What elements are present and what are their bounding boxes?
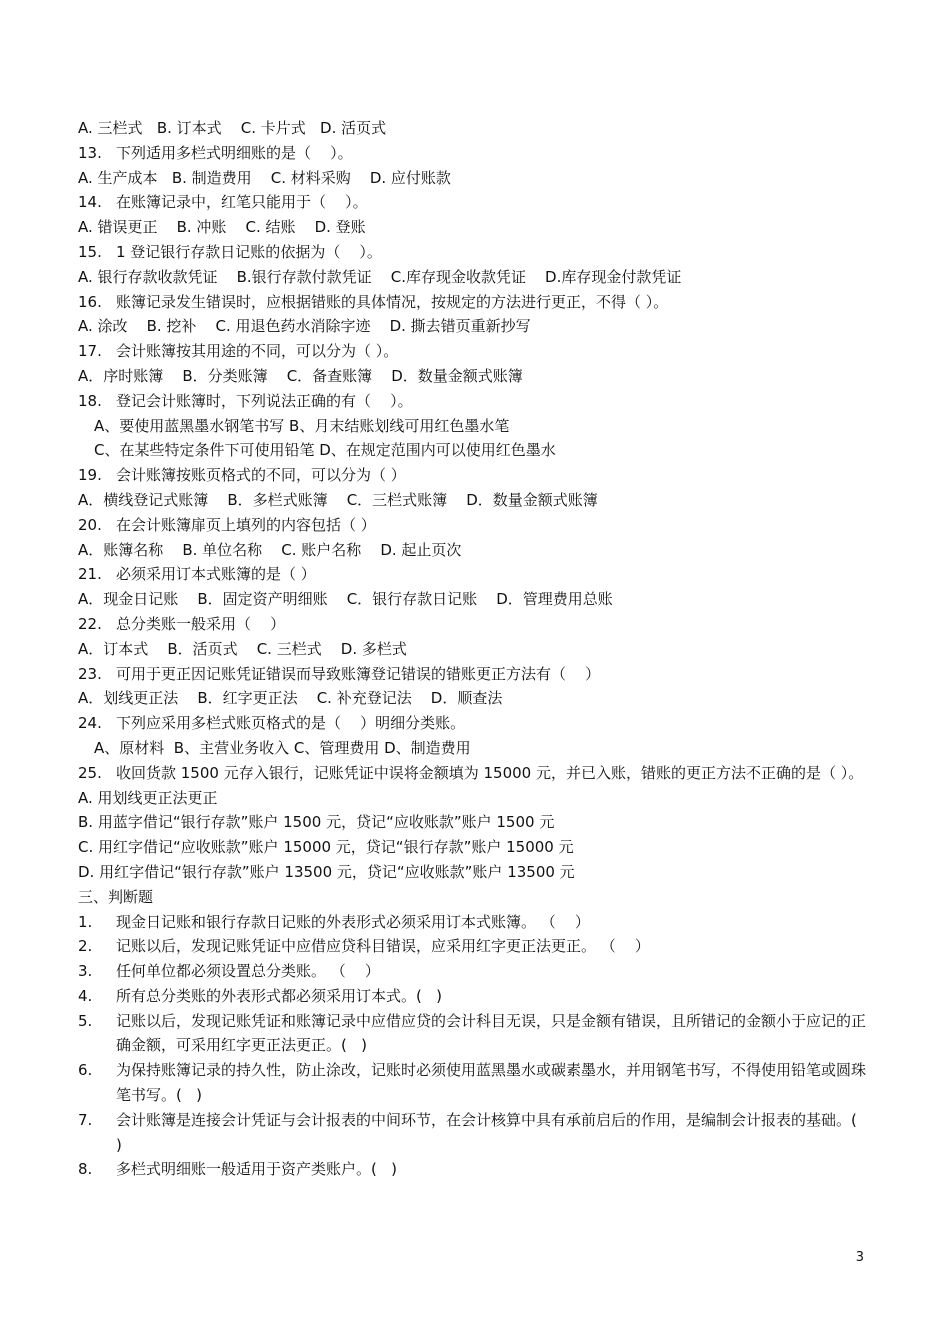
question-number: 4. xyxy=(78,986,93,1005)
option-line: A. 生产成本 B. 制造费用 C. 材料采购 D. 应付账款 xyxy=(78,168,451,187)
option-line: A．划线更正法 B．红字更正法 C. 补充登记法 D．顺查法 xyxy=(78,689,503,708)
question-number: 23. xyxy=(78,664,102,683)
question-number: 21. xyxy=(78,565,102,584)
question-item xyxy=(78,934,868,959)
question-number: 8. xyxy=(78,1160,93,1179)
question-text: 会计账簿按账页格式的不同，可以分为（ ） xyxy=(116,466,406,485)
question-number: 24. xyxy=(78,714,102,733)
question-item xyxy=(78,1058,868,1108)
question-number: 20. xyxy=(78,515,102,534)
question-number: 5. xyxy=(78,1011,93,1030)
question-number: 22. xyxy=(78,614,102,633)
question-item xyxy=(78,910,868,935)
question-text: 必须采用订本式账簿的是（ ） xyxy=(116,565,316,584)
option-line: A、原材料 B、主营业务收入 C、管理费用 D、制造费用 xyxy=(94,738,471,757)
option-line: A．横线登记式账簿 B．多栏式账簿 C．三栏式账簿 D．数量金额式账簿 xyxy=(78,490,598,509)
question-item xyxy=(78,612,868,637)
question-number: 1. xyxy=(78,912,93,931)
question-text: 记账以后，发现记账凭证和账簿记录中应借应贷的会计科目无误，只是金额有错误，且所错记的金额小于应记的正确金额，可采用红字更正法更正。( ) xyxy=(116,1011,867,1055)
question-item xyxy=(78,1108,872,1158)
question-item xyxy=(78,984,868,1009)
section-heading: 三、判断题 xyxy=(78,887,154,906)
option-line: A．订本式 B．活页式 C. 三栏式 D. 多栏式 xyxy=(78,639,407,658)
page-content xyxy=(78,116,872,1182)
question-item xyxy=(78,562,868,587)
question-number: 3. xyxy=(78,962,93,981)
question-text: 记账以后，发现记账凭证中应借应贷科目错误，应采用红字更正法更正。 （ ） xyxy=(116,937,650,956)
option-line: A. 银行存款收款凭证 B.银行存款付款凭证 C.库存现金收款凭证 D.库存现金付款凭证 xyxy=(78,267,682,286)
question-number: 2. xyxy=(78,937,93,956)
question-text: 会计账簿是连接会计凭证与会计报表的中间环节，在会计核算中具有承前启后的作用，是编制会计报表的基础。( ) xyxy=(116,1110,872,1154)
option-line: A. 三栏式 B. 订本式 C. 卡片式 D. 活页式 xyxy=(78,119,387,137)
question-number: 7. xyxy=(78,1110,93,1129)
question-text: 账簿记录发生错误时，应根据错账的具体情况，按规定的方法进行更正，不得（ ）。 xyxy=(116,292,669,311)
question-number: 13. xyxy=(78,143,102,162)
page-number: 3 xyxy=(855,1250,864,1265)
option-line: D. 用红字借记“银行存款”账户 13500 元，贷记“应收账款”账户 13500 元 xyxy=(78,862,575,881)
question-text: 可用于更正因记账凭证错误而导致账簿登记错误的错账更正方法有（ ） xyxy=(116,664,601,683)
option-line: A．账簿名称 B. 单位名称 C. 账户名称 D. 起止页次 xyxy=(78,540,462,559)
option-line: B. 用蓝字借记“银行存款”账户 1500 元，贷记“应收账款”账户 1500 元 xyxy=(78,813,555,832)
question-item xyxy=(78,1157,868,1182)
question-text: 在账簿记录中，红笔只能用于（ ）。 xyxy=(116,193,368,212)
question-text: 总分类账一般采用（ ） xyxy=(116,614,286,633)
question-item xyxy=(78,240,868,265)
question-text: 多栏式明细账一般适用于资产类账户。( ) xyxy=(116,1160,398,1179)
question-text: 会计账簿按其用途的不同，可以分为（ ）。 xyxy=(116,342,399,361)
question-text: 登记会计账簿时，下列说法正确的有（ ）。 xyxy=(116,391,413,410)
question-item xyxy=(78,190,868,215)
question-text: 1 登记银行存款日记账的依据为（ ）。 xyxy=(116,242,382,261)
question-text: 下列应采用多栏式账页格式的是（ ）明细分类账。 xyxy=(116,714,466,733)
question-number: 17. xyxy=(78,342,102,361)
option-line: A．现金日记账 B．固定资产明细账 C．银行存款日记账 D．管理费用总账 xyxy=(78,590,613,609)
question-item xyxy=(78,141,868,166)
question-number: 19. xyxy=(78,466,102,485)
option-line: A. 错误更正 B. 冲账 C. 结账 D. 登账 xyxy=(78,218,366,237)
question-text: 现金日记账和银行存款日记账的外表形式必须采用订本式账簿。 （ ） xyxy=(116,912,590,931)
question-number: 25. xyxy=(78,763,102,782)
option-line: A. 用划线更正法更正 xyxy=(78,788,218,807)
question-text: 所有总分类账的外表形式都必须采用订本式。( ) xyxy=(116,986,443,1005)
question-number: 15. xyxy=(78,242,102,261)
question-text: 为保持账簿记录的持久性，防止涂改，记账时必须使用蓝黑墨水或碳素墨水，并用钢笔书写，不得使用铅笔或圆珠笔书写。( ) xyxy=(116,1061,867,1105)
option-line: C、在某些特定条件下可使用铅笔 D、在规定范围内可以使用红色墨水 xyxy=(94,441,556,460)
question-number: 16. xyxy=(78,292,102,311)
option-line: A、要使用蓝黑墨水钢笔书写 B、月末结账划线可用红色墨水笔 xyxy=(94,416,510,435)
question-item xyxy=(78,1009,868,1059)
question-number: 18. xyxy=(78,391,102,410)
question-item xyxy=(78,389,868,414)
question-item xyxy=(78,463,868,488)
option-line: A．序时账簿 B．分类账簿 C．备查账簿 D．数量金额式账簿 xyxy=(78,366,523,385)
question-item xyxy=(78,761,868,786)
question-item xyxy=(78,339,868,364)
question-item xyxy=(78,290,868,315)
question-text: 任何单位都必须设置总分类账。 （ ） xyxy=(116,962,380,981)
question-number: 6. xyxy=(78,1061,93,1080)
question-item xyxy=(78,959,868,984)
question-text: 下列适用多栏式明细账的是（ ）。 xyxy=(116,143,353,162)
question-item xyxy=(78,513,868,538)
question-item xyxy=(78,711,868,736)
option-line: A. 涂改 B. 挖补 C. 用退色药水消除字迹 D. 撕去错页重新抄写 xyxy=(78,317,531,336)
option-line: C. 用红字借记“应收账款”账户 15000 元，贷记“银行存款”账户 15000 元 xyxy=(78,838,574,857)
question-number: 14. xyxy=(78,193,102,212)
question-text: 收回货款 1500 元存入银行，记账凭证中误将金额填为 15000 元，并已入账，错账的更正方法不正确的是（ ）。 xyxy=(116,763,864,782)
question-text: 在会计账簿扉页上填列的内容包括（ ） xyxy=(116,515,376,534)
question-item xyxy=(78,662,868,687)
